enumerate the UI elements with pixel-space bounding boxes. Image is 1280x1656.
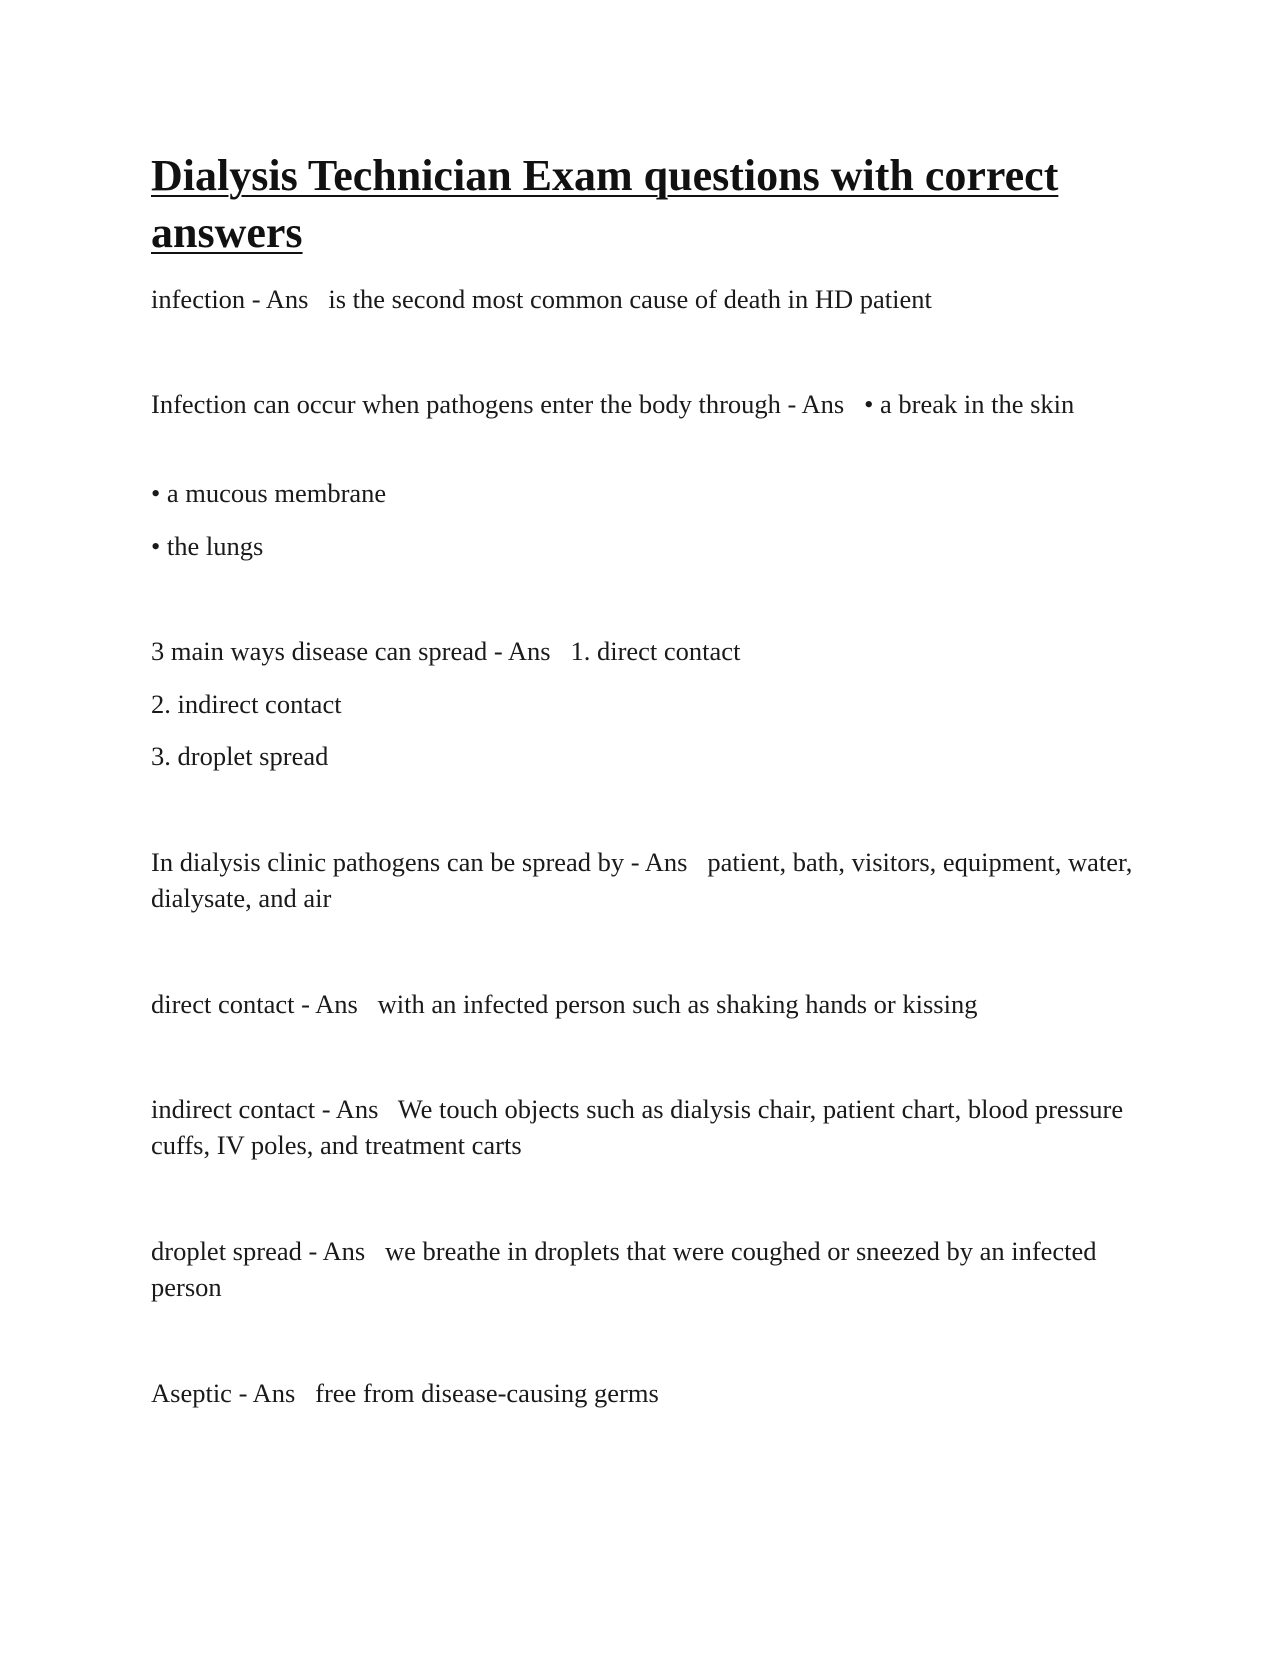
- qa-disease-spread-item-droplet: 3. droplet spread: [151, 741, 329, 771]
- qa-indirect-contact: indirect contact - Ans We touch objects such as dialysis chair, patient chart, blood pressure cuffs, IV poles, and treatment carts: [151, 1094, 1130, 1160]
- qa-infection-entry-item-lungs: • the lungs: [151, 531, 264, 561]
- document-title: Dialysis Technician Exam questions with correct answers: [151, 151, 1059, 257]
- qa-disease-spread: 3 main ways disease can spread - Ans 1. direct contact: [151, 636, 741, 666]
- qa-infection-entry: Infection can occur when pathogens enter the body through - Ans • a break in the skin: [151, 389, 1075, 419]
- qa-infection-entry-item-mucous: • a mucous membrane: [151, 478, 387, 508]
- qa-clinic-pathogens: In dialysis clinic pathogens can be spread by - Ans patient, bath, visitors, equipment, water, dialysate, and air: [151, 847, 1140, 913]
- qa-droplet-spread: droplet spread - Ans we breathe in droplets that were coughed or sneezed by an infected person: [151, 1236, 1104, 1302]
- qa-aseptic: Aseptic - Ans free from disease-causing germs: [151, 1378, 659, 1408]
- qa-infection: infection - Ans is the second most common cause of death in HD patient: [151, 284, 932, 314]
- qa-disease-spread-item-indirect: 2. indirect contact: [151, 689, 342, 719]
- qa-direct-contact: direct contact - Ans with an infected person such as shaking hands or kissing: [151, 989, 978, 1019]
